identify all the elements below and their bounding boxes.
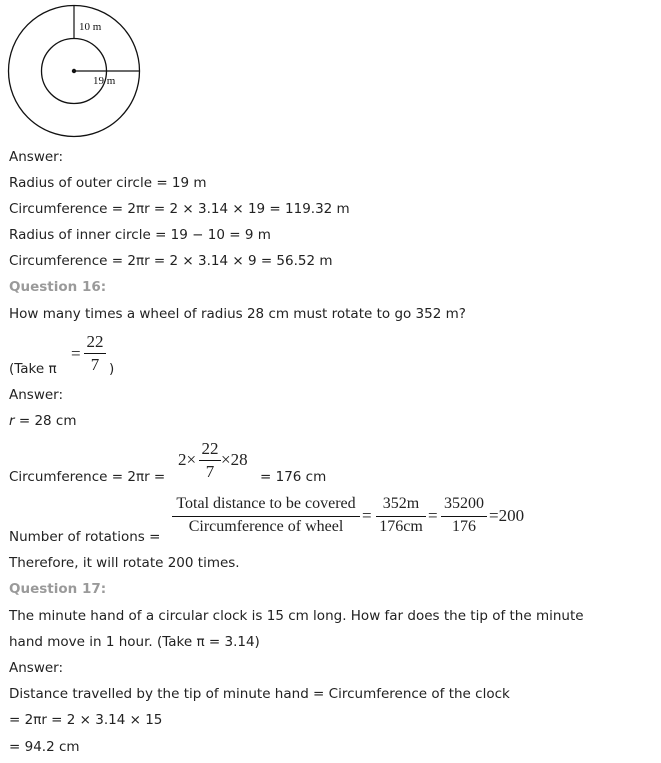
fraction-bar (376, 516, 426, 517)
circ-factor-a: 2× (178, 450, 197, 469)
circumference-result: = 176 cm (260, 469, 327, 485)
rot-denominator-2: 176cm (379, 518, 423, 535)
text-line: Radius of inner circle = 19 − 10 = 9 m (9, 227, 271, 243)
question-text: How many times a wheel of radius 28 cm must rotate to go 352 m? (9, 306, 466, 322)
text-line: Circumference = 2πr = 2 × 3.14 × 19 = 119.32 m (9, 201, 350, 217)
circ-denominator: 7 (205, 462, 215, 481)
center-dot (72, 69, 76, 73)
take-pi-prefix: (Take π (9, 361, 57, 377)
answer-label: Answer: (9, 149, 64, 165)
conclusion-text: Therefore, it will rotate 200 times. (9, 555, 240, 571)
rot-numerator-3: 35200 (444, 495, 484, 512)
take-pi-suffix: ) (109, 361, 115, 377)
radius-value: = 28 cm (14, 413, 77, 429)
take-pi-numerator: 22 (86, 332, 104, 351)
text-line: Radius of outer circle = 19 m (9, 175, 207, 191)
text-line: = 2πr = 2 × 3.14 × 15 (9, 712, 163, 728)
rotations-result: =200 (489, 506, 525, 525)
fraction-bar (172, 516, 360, 517)
radius-line-text (9, 413, 77, 429)
answer-label: Answer: (9, 660, 64, 676)
circ-factor-b: ×28 (221, 450, 248, 469)
answer-label: Answer: (9, 387, 64, 403)
question-title: Question 16: (9, 279, 107, 295)
equals-sign: = (362, 506, 372, 525)
concentric-circles-figure (0, 0, 150, 142)
text-line: = 94.2 cm (9, 739, 80, 755)
rot-denominator-1: Circumference of wheel (188, 518, 344, 535)
fraction-bar (199, 460, 221, 461)
text-line: Distance travelled by the tip of minute hand = Circumference of the clock (9, 686, 510, 702)
circ-numerator: 22 (201, 439, 219, 458)
question-text: hand move in 1 hour. (Take π = 3.14) (9, 634, 260, 650)
question-title: Question 17: (9, 581, 107, 597)
outer-radius-label: 19 m (93, 75, 116, 87)
circumference-label: Circumference = 2πr = (9, 469, 166, 485)
question-text: The minute hand of a circular clock is 15 cm long. How far does the tip of the minute (9, 608, 584, 624)
equals-sign: = (428, 506, 438, 525)
fraction-bar (84, 353, 106, 354)
text-line: Circumference = 2πr = 2 × 3.14 × 9 = 56.52 m (9, 253, 333, 269)
rot-numerator-1: Total distance to be covered (176, 495, 356, 512)
radius-variable: r (9, 413, 15, 429)
take-pi-denominator: 7 (90, 355, 100, 374)
rot-numerator-2: 352m (382, 495, 420, 512)
rotations-label: Number of rotations = (9, 529, 161, 545)
rot-denominator-3: 176 (452, 518, 476, 535)
inner-width-label: 10 m (79, 21, 102, 33)
fraction-bar (441, 516, 487, 517)
take-pi-equals: = (71, 344, 81, 363)
